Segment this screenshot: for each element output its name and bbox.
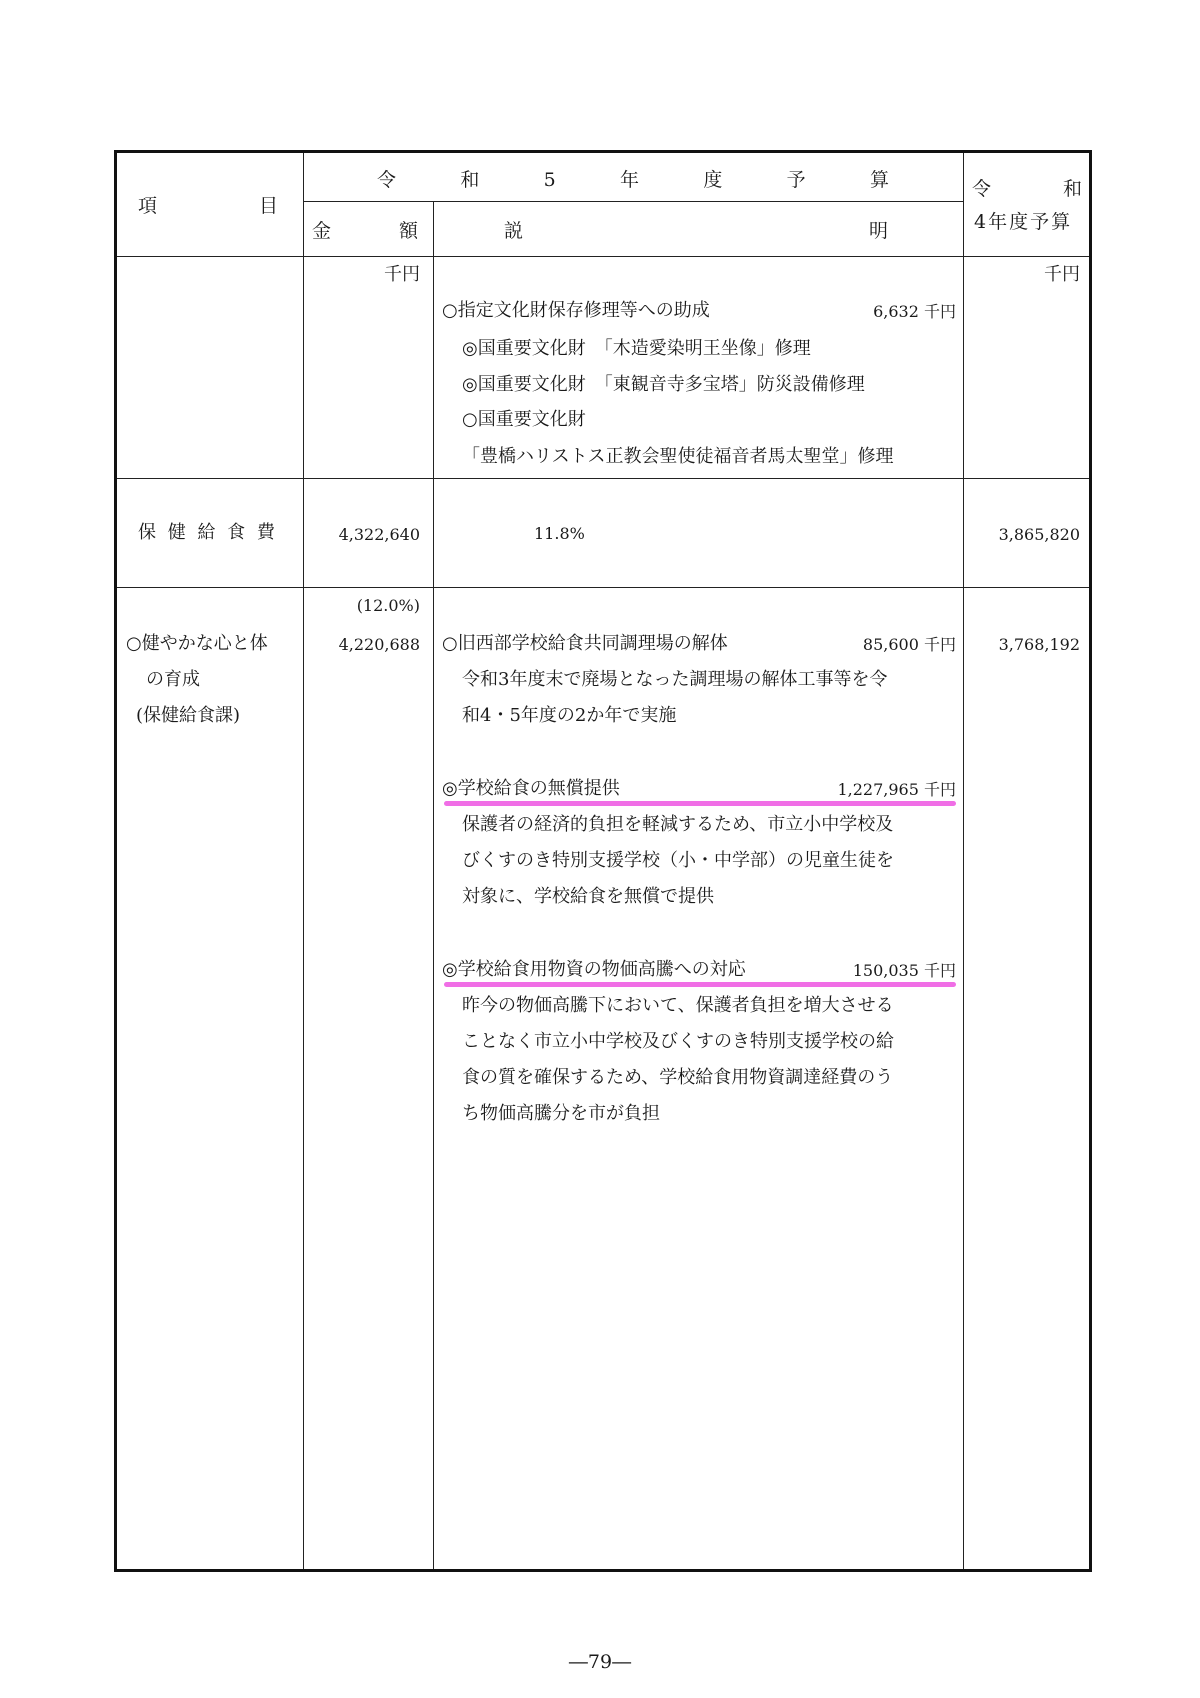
entry2-title: ◎学校給食の無償提供 [442, 778, 620, 799]
entry2-description-line3: 対象に、学校給食を無償で提供 [462, 886, 714, 907]
amount-header [312, 220, 418, 242]
section3-ratio: (12.0%) [356, 596, 420, 615]
budget-title-char: 年 [620, 169, 640, 191]
section1-sub-item-1: ◎国重要文化財 「木造愛染明王坐像」修理 [462, 338, 811, 359]
entry3-description-line2: ことなく市立小中学校及びくすのき特別支援学校の給 [462, 1031, 894, 1052]
amount-header-char-1: 金 [312, 220, 332, 242]
entry2-amount: 1,227,965 千円 [837, 780, 956, 799]
entry3-title: ◎学校給食用物資の物価高騰への対応 [442, 959, 746, 980]
entry2-highlight-underline [444, 801, 956, 806]
section2-bottom-rule [117, 587, 1089, 588]
budget-title-char: 予 [786, 169, 806, 191]
entry3-description-line3: 食の質を確保するため、学校給食用物資調達経費のう [462, 1067, 894, 1088]
budget-title-char: 5 [543, 169, 556, 191]
section1-entry-title: ○指定文化財保存修理等への助成 [442, 300, 710, 321]
section2-prev-amount: 3,865,820 [998, 525, 1080, 544]
section3-amount: 4,220,688 [338, 635, 420, 654]
entry1-description-line2: 和4・5年度の2か年で実施 [462, 705, 677, 726]
amount-header-char-2: 額 [398, 220, 418, 242]
description-header-char-1: 説 [504, 220, 524, 242]
entry1-amount: 85,600 千円 [862, 635, 956, 654]
column-rule-description [963, 153, 964, 1569]
prev-year-header-line1 [972, 178, 1082, 200]
section1-entry-amount: 6,632 千円 [873, 302, 956, 321]
column-rule-amount [433, 201, 434, 1569]
header-bottom-rule [117, 256, 1089, 257]
header-subdivider [303, 201, 963, 202]
item-header [138, 195, 278, 217]
prev-year-header-char-1: 令 [972, 178, 992, 200]
section1-sub-item-3: ○国重要文化財 [462, 409, 586, 430]
budget-title-char: 和 [460, 169, 480, 191]
description-header-char-2: 明 [868, 220, 888, 242]
section2-ratio: 11.8% [534, 524, 585, 543]
budget-title-char: 度 [703, 169, 723, 191]
prev-year-header-char-2: 和 [1062, 178, 1082, 200]
entry3-amount: 150,035 千円 [852, 961, 956, 980]
entry3-description-line4: ち物価高騰分を市が負担 [462, 1103, 660, 1124]
section1-bottom-rule [117, 478, 1089, 479]
item-header-char-2: 目 [258, 195, 278, 217]
page-number: ―79― [568, 1651, 632, 1673]
amount-unit: 千円 [384, 264, 420, 285]
prev-year-header-line2: 4年度予算 [974, 211, 1073, 233]
section2-item-name: 保 健 給 食 費 [138, 522, 278, 543]
section3-item-line1: ○健やかな心と体 [126, 633, 268, 654]
budget-title-char: 令 [377, 169, 397, 191]
entry2-description-line2: びくすのき特別支援学校（小・中学部）の児童生徒を [462, 850, 894, 871]
item-header-char-1: 項 [138, 195, 158, 217]
section2-amount: 4,322,640 [338, 525, 420, 544]
section3-item-line3: (保健給食課) [136, 705, 241, 726]
entry3-description-line1: 昨今の物価高騰下において、保護者負担を増大させる [462, 995, 894, 1016]
prev-year-unit: 千円 [1044, 264, 1080, 285]
section3-prev-amount: 3,768,192 [998, 635, 1080, 654]
column-rule-item [303, 153, 304, 1569]
entry1-title: ○旧西部学校給食共同調理場の解体 [442, 633, 728, 654]
entry1-description-line1: 令和3年度末で廃場となった調理場の解体工事等を令 [462, 669, 888, 690]
section1-sub-item-2: ◎国重要文化財 「東観音寺多宝塔」防災設備修理 [462, 374, 865, 395]
entry3-highlight-underline [444, 982, 956, 987]
section3-item-line2: の育成 [146, 669, 200, 690]
section1-sub-item-4: 「豊橋ハリストス正教会聖使徒福音者馬太聖堂」修理 [462, 446, 894, 467]
description-header [504, 220, 888, 242]
budget-title [377, 169, 889, 191]
budget-title-char: 算 [869, 169, 889, 191]
entry2-description-line1: 保護者の経済的負担を軽減するため、市立小中学校及 [462, 814, 894, 835]
